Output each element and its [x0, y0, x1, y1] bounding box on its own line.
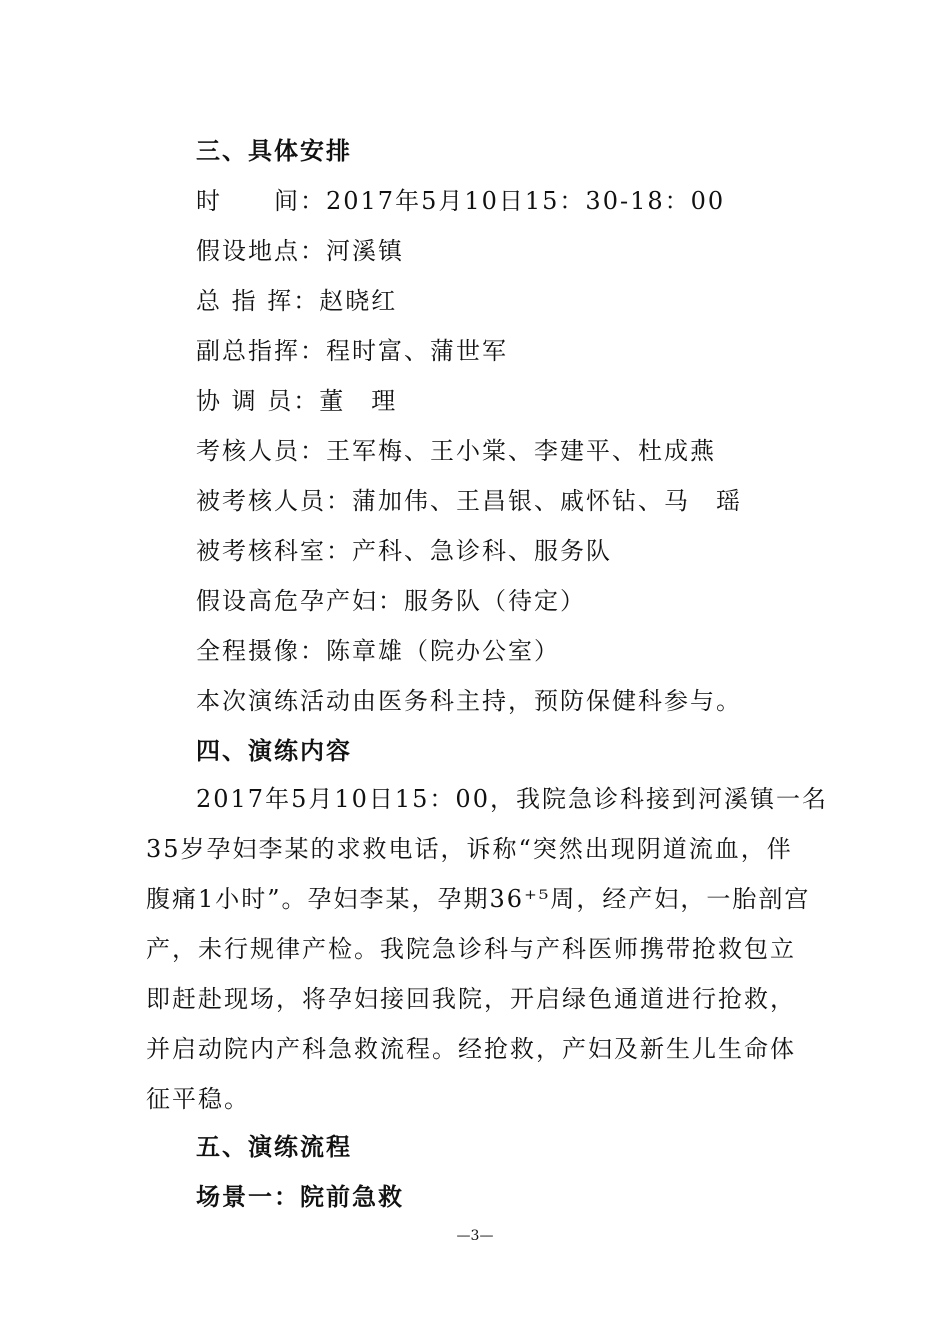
paragraph-line: 征平稳。 — [146, 1085, 250, 1113]
info-line-assessed-staff: 被考核人员：蒲加伟、王昌银、戚怀钻、马 瑶 — [196, 487, 742, 515]
info-line-assessed-departments: 被考核科室：产科、急诊科、服务队 — [196, 537, 612, 565]
info-line-location: 假设地点：河溪镇 — [196, 237, 404, 265]
info-line-video-recording: 全程摄像：陈章雄（院办公室） — [196, 637, 560, 665]
drill-content-paragraph — [146, 774, 828, 1124]
info-line-commander: 总 指 挥：赵晓红 — [196, 287, 398, 315]
paragraph-line: 腹痛1小时”。孕妇李某，孕期36⁺⁵周，经产妇，一胎剖宫 — [146, 885, 811, 913]
info-line-assessors: 考核人员：王军梅、王小棠、李建平、杜成燕 — [196, 437, 716, 465]
paragraph-line: 35岁孕妇李某的求救电话，诉称“突然出现阴道流血，伴 — [146, 835, 793, 863]
info-line-coordinator: 协 调 员：董 理 — [196, 387, 398, 415]
info-line-host-note: 本次演练活动由医务科主持，预防保健科参与。 — [196, 687, 742, 715]
page-number: —3— — [456, 1228, 494, 1244]
info-line-time: 时 间：2017年5月10日15：30-18：00 — [196, 187, 726, 215]
section-heading-drill-process: 五、演练流程 — [196, 1132, 352, 1161]
info-line-simulated-patient: 假设高危孕产妇：服务队（待定） — [196, 587, 586, 615]
section-heading-drill-content: 四、演练内容 — [196, 736, 352, 765]
paragraph-line: 产，未行规律产检。我院急诊科与产科医师携带抢救包立 — [146, 935, 796, 963]
scene-heading-prehospital: 场景一：院前急救 — [196, 1182, 404, 1211]
paragraph-line: 即赶赴现场，将孕妇接回我院，开启绿色通道进行抢救， — [146, 985, 796, 1013]
paragraph-line: 并启动院内产科急救流程。经抢救，产妇及新生儿生命体 — [146, 1035, 796, 1063]
paragraph-line: 2017年5月10日15：00，我院急诊科接到河溪镇一名 — [196, 785, 828, 813]
info-line-deputy-commander: 副总指挥：程时富、蒲世军 — [196, 337, 508, 365]
section-heading-arrangement: 三、具体安排 — [196, 136, 352, 165]
